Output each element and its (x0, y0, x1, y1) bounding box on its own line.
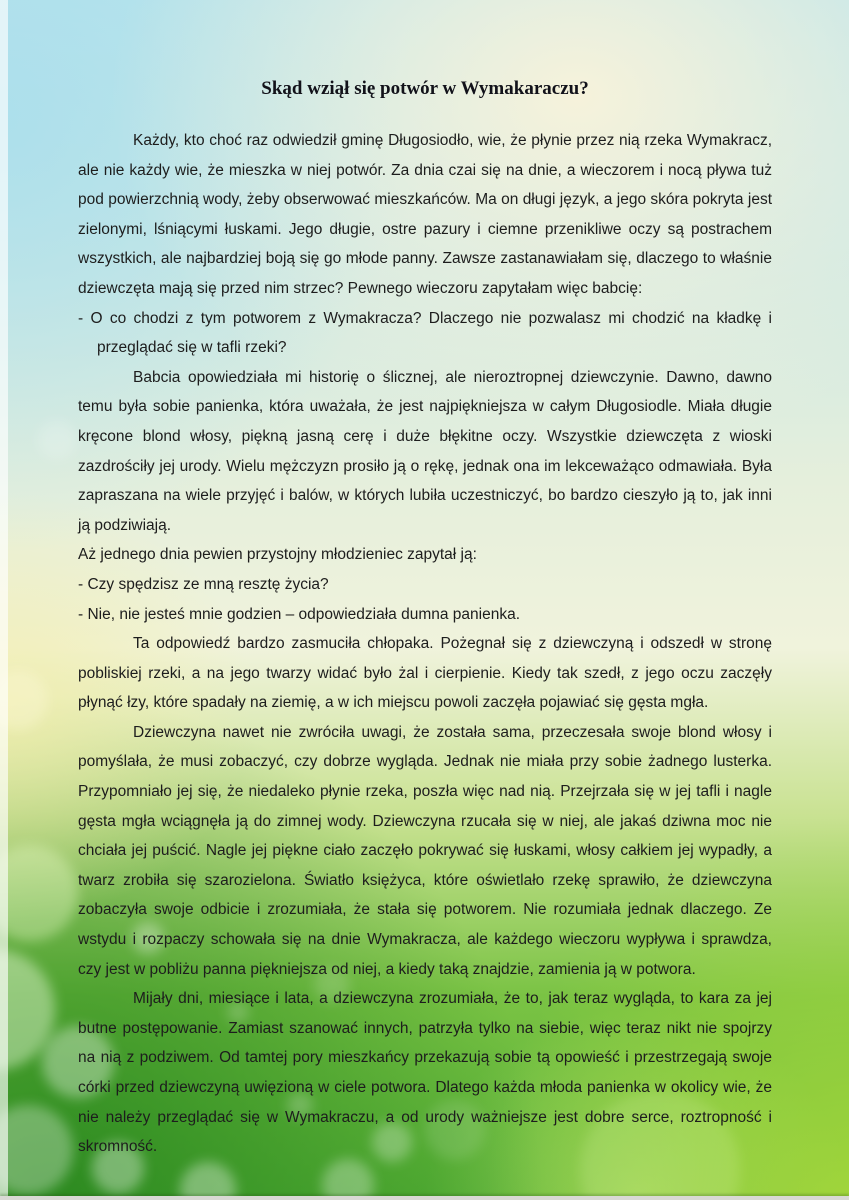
bokeh-circle (0, 845, 78, 941)
paragraph: Ta odpowiedź bardzo zasmuciła chłopaka. Pożegnał się z dziewczyną i odszedł w stronę pobliskiej rzeki, a na jego twarzy widać było żal i cierpienie. Kiedy tak szedł, z jego oczu zaczęły płynąć łzy, które spadały na ziemię, a w ich miejscu powoli zaczęła pojawiać się gęsta mgła. (78, 635, 772, 712)
bokeh-circle (37, 420, 77, 460)
bokeh-circle (180, 1162, 236, 1200)
paragraph: Babcia opowiedziała mi historię o ślicznej, ale nieroztropnej dziewczynie. Dawno, dawno temu była sobie panienka, która uważała, że jest najpiękniejsza w całym Długosiodle. Miała długie kręcone blond włosy, piękną jasną cerę i duże błękitne oczy. Wszystkie dziewczęta z wioski zazdrościły jej urody. Wielu mężczyzn prosiło ją o rękę, jednak ona im lekceważąco odmawiała. Była zapraszana na wiele przyjęć i balów, w których lubiła uczestniczyć, bo bardzo cieszyło ją to, jak inni ją podziwiają. (78, 368, 772, 534)
bokeh-circle (322, 1159, 374, 1200)
document-content (78, 76, 772, 1162)
paragraph: Mijały dni, miesiące i lata, a dziewczyna zrozumiała, że to, jak teraz wygląda, to kara za jej butne postępowanie. Zamiast szanować innych, patrzyła tylko na siebie, więc teraz nikt nie spojrzy na nią z podziwem. Od tamtej pory mieszkańcy przekazują sobie tą opowieść i przestrzegają swoje córki przed dziewczyną uwięzioną w ciele potwora. Dlatego każda młoda panienka w okolicy wie, że nie należy przeglądać się w Wymakraczu, a od urody ważniejsze jest dobre serce, roztropność i skromność. (78, 990, 772, 1156)
bokeh-circle (0, 1105, 73, 1195)
bokeh-circle (0, 950, 55, 1070)
page-edge-bottom (0, 1196, 849, 1200)
paragraph-dialogue: - Czy spędzisz ze mną resztę życia? (78, 575, 329, 593)
document-title: Skąd wziął się potwór w Wymakaraczu? (261, 78, 589, 99)
paragraph: Dziewczyna nawet nie zwróciła uwagi, że została sama, przeczesała swoje blond włosy i pomyślała, że musi zobaczyć, czy dobrze wygląda. Jednak nie miała przy sobie żadnego lusterka. Przypomniało jej się, że niedaleko płynie rzeka, poszła więc nad nią. Przejrzała się w jej tafli i nagle gęsta mgła wciągnęła ją do zimnej wody. Dziewczyna rzucała się w niej, ale jakaś dziwna moc nie chciała jej puścić. Nagle jej piękne ciało zaczęło pokrywać się łuskami, włosy całkiem jej wypadły, a twarz zrobiła się szarozielona. Światło księżyca, które oświetlało rzekę sprawiło, że dziewczyna zobaczyła swoje odbicie i zrozumiała, że stała się potworem. Nie rozumiała jednak dlaczego. Ze wstydu i rozpaczy schowała się na dnie Wymakracza, ale każdego wieczoru wypływa i sprawdza, czy jest w pobliżu panna piękniejsza od niej, a kiedy taką znajdzie, zamienia ją w potwora. (78, 723, 772, 978)
document-body (78, 126, 772, 1162)
paragraph-dialogue: - O co chodzi z tym potworem z Wymakracza? Dlaczego nie pozwalasz mi chodzić na kładkę i przeglądać się w tafli rzeki? (78, 309, 772, 357)
page-edge-left (0, 0, 8, 1200)
paragraph: Każdy, kto choć raz odwiedził gminę Długosiodło, wie, że płynie przez nią rzeka Wymakracz, ale nie każdy wie, że mieszka w niej potwór. Za dnia czai się na dnie, a wieczorem i nocą pływa tuż pod powierzchnią wody, żeby obserwować mieszkańców. Ma on długi język, a jego skóra pokryta jest zielonymi, lśniącymi łuskami. Jego długie, ostre pazury i ciemne przenikliwe oczy są postrachem wszystkich, ale najbardziej boją się go młode panny. Zawsze zastanawiałam się, dlaczego to właśnie dziewczęta mają się przed nim strzec? Pewnego wieczoru zapytałam więc babcię: (78, 132, 772, 297)
paragraph-dialogue: - Nie, nie jesteś mnie godzien – odpowiedziała dumna panienka. (78, 605, 521, 623)
paragraph: Aż jednego dnia pewien przystojny młodzieniec zapytał ją: (78, 546, 477, 564)
